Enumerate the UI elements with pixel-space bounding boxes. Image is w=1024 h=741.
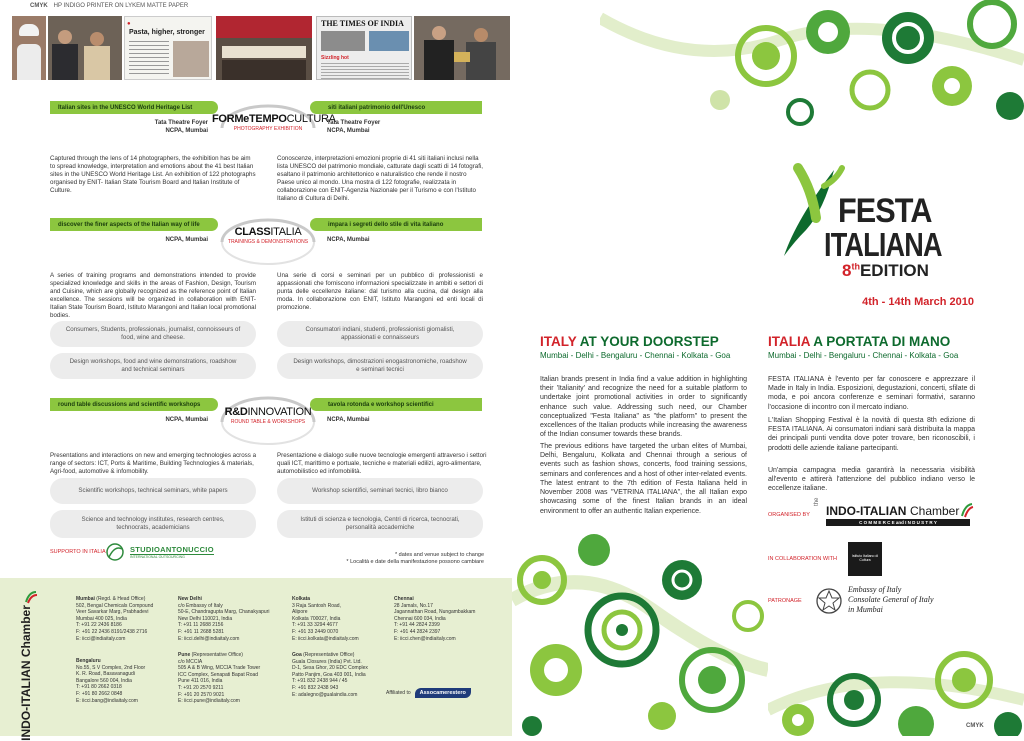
office-sub: (Representative Office) <box>303 652 355 658</box>
istituto-cultura-logo <box>848 542 882 576</box>
heading-en-highlight: ITALY <box>540 334 577 349</box>
office-title: Bengaluru <box>76 658 101 664</box>
office-line: D-1, Sesa Ghor, 20 EDC Complex <box>292 665 368 672</box>
office-line: Patto Panjim, Goa 403 001, India <box>292 671 366 678</box>
footer-brand: INDO-ITALIAN Chamber <box>19 605 33 741</box>
office-bengaluru <box>76 658 172 704</box>
section1-venue-it <box>327 119 407 135</box>
section2-venue-it: NCPA, Mumbai <box>327 237 370 243</box>
chamber-logo <box>814 497 974 528</box>
section2-pill-en-2: Design workshops, food and wine demonstrations, roadshow and technical seminars <box>50 353 256 379</box>
note-it: * Località e date della manifestazione possono cambiare <box>346 559 484 566</box>
office-title: Chennai <box>394 596 414 602</box>
office-title: New Delhi <box>178 596 202 602</box>
office-title: Goa <box>292 652 302 658</box>
office-line: Chennai 600 034, India <box>394 615 446 622</box>
chamber-word: Chamber <box>910 504 960 518</box>
cities-it: Mumbai - Delhi - Bengaluru - Chennai - Kolkata - Goa <box>768 351 959 360</box>
office-line: 505 A & B Wing, MCCIA Trade Tower <box>178 665 261 672</box>
section2-body-it: Una serie di corsi e seminari per un pubblico di professionisti e appassionati che forniscono informazioni specializzate in ambiti e settori di punta delle eccellenze italiane: dal turismo alla cucina, dal design alla moda. In collaborazione con ENIT, Istituto Marangoni ed enti locali di promozione. <box>277 272 483 312</box>
office-line: Jagannathan Road, Nungambakkam <box>394 609 476 616</box>
office-new-delhi <box>178 596 282 642</box>
body-it-1: FESTA ITALIANA è l'evento per far conoscere e apprezzare il Made in Italy in India. Esposizioni, degustazioni, concerti, sfilate di moda, e poi ancora conferenze e seminari formativi, saranno l'occasione di incontro con il mercato indiano. <box>768 376 975 411</box>
hub-title-light: CULTURA <box>286 113 336 125</box>
photo-ceremony <box>48 16 122 80</box>
cmyk-mark: CMYK <box>30 3 48 9</box>
office-mumbai <box>76 596 172 642</box>
office-line: F: +91 832 2438 943 <box>292 684 339 691</box>
office-line: T: +91 832 2438 944 / 45 <box>292 678 348 685</box>
office-line: E: iicci.kolkata@indiaitaly.com <box>292 635 359 642</box>
office-line: Alipore <box>292 609 308 616</box>
section3-pill-en-1: Scientific workshops, technical seminars, white papers <box>50 478 256 504</box>
chamber-sub: C O M M E R C E and I N D U S T R Y <box>826 519 970 526</box>
assocamerestero-logo: Assocamerestero <box>415 688 471 698</box>
office-line: F: +91 11 2688 5281 <box>178 628 224 635</box>
italiana-title: ITALIANA <box>824 226 942 263</box>
hub-title-bold: CLASS <box>234 226 271 238</box>
office-line: Mumbai 400 025, India <box>76 615 127 622</box>
footer-chamber-logo <box>8 586 48 741</box>
italian-emblem-icon <box>814 586 844 616</box>
office-kolkata <box>292 596 388 642</box>
news-clipping: ● Pasta, higher, stronger <box>124 16 212 80</box>
office-line: E: iicci.chen@indiaitaly.com <box>394 635 456 642</box>
office-line: E: iicci.pune@indiaitaly.com <box>178 698 240 705</box>
venue-line: NCPA, Mumbai <box>327 128 370 135</box>
decorative-circles-bottom-right <box>768 640 1024 736</box>
office-line: E: iicci.delhi@indiaitaly.com <box>178 635 240 642</box>
office-line: 28 Jamals, No.17 <box>394 602 433 609</box>
venue-line: Tata Theatre Foyer <box>154 120 208 126</box>
patronage-label: PATRONAGE <box>768 598 802 604</box>
organised-by-label: ORGANISED BY <box>768 512 810 518</box>
office-title: Pune <box>178 652 191 658</box>
office-title: Kolkata <box>292 596 311 602</box>
edition-label <box>842 262 929 279</box>
office-title: Mumbai <box>76 596 95 602</box>
footer-addresses <box>0 578 512 741</box>
newspaper-masthead: THE TIMES OF INDIA <box>321 19 404 28</box>
section1-body-en: Captured through the lens of 14 photographers, the exhibition has be aim to spread knowledge, interpretation and emotions about the 41 best Italian sites in the UNESCO World Heritage List. An exhibition of 122 photographs organised by ENIT- Italian State Tourism Board and Italian Institute of Culture. <box>50 155 256 195</box>
section2-pill-it-2: Design workshops, dimostrazioni enogastronomiche, roadshow e seminari tecnici <box>277 353 483 379</box>
section1-bar-en: Italian sites in the UNESCO World Heritage List <box>50 101 218 114</box>
festa-title: FESTA <box>838 192 932 230</box>
heading-it <box>768 334 950 349</box>
office-line: F: +91 80 2662 0848 <box>76 690 123 697</box>
edition-number: 8 <box>842 261 852 280</box>
office-line: T: +91 33 3294 4677 <box>292 622 338 629</box>
heading-it-rest: A PORTATA DI MANO <box>810 334 951 349</box>
affiliation <box>386 688 471 698</box>
section1-bar-it: siti italiani patrimonio dell'Unesco <box>310 101 482 114</box>
body-it-2: L'Italian Shopping Festival è la novità di questa 8th edizione di FESTA ITALIANA. Ai consumatori indiani sarà distribuita la mappa dei principali punti vendita dove poter trovare, ben riconoscibili, i prodotti delle aziende italiane partecipanti. <box>768 417 975 452</box>
office-line: Kolkata 700027, India <box>292 615 341 622</box>
hub-subtitle: TRAININGS & DEMONSTRATIONS <box>227 239 309 245</box>
section3-pill-it-2: Istituti di scienza e tecnologia, Centri di ricerca, tecnocrati, personalità accademiche <box>277 510 483 538</box>
italian-flag-swoosh-icon <box>960 502 974 518</box>
hub-subtitle: ROUND TABLE & WORKSHOPS <box>230 419 306 425</box>
section3-pill-en-2: Science and technology institutes, research centres, technocrats, academicians <box>50 510 256 538</box>
section2-pill-it-1: Consumatori indiani, studenti, professionisti giornalisti, appassionati e connaisseurs <box>277 321 483 347</box>
patronage-text <box>848 585 934 615</box>
section1-hub <box>212 100 336 156</box>
office-line: No.55, S V Complex, 2nd Floor <box>76 664 146 671</box>
office-sub: (Representative Office) <box>191 652 243 658</box>
office-line: New Delhi 110021, India <box>178 615 233 622</box>
section1-body-it: Conoscenze, interpretazioni emozioni proprie di 41 siti italiani inclusi nella lista UNESCO del patrimonio mondiale, catturate dagli scatti di 14 fotografi, esaltano il patrimonio architettonico e naturalistico che rende il nostro Paese unico al mondo. Una mostra di 122 fotografie, realizzata in collaborazione con ENIT-Agenzia Nazionale per il Turismo e con l'Istituto Italiano di Cultura di Delhi. <box>277 155 484 203</box>
patronage-line: Embassy of Italy <box>848 585 902 594</box>
patronage-line: in Mumbai <box>848 605 883 614</box>
office-line: c/o Embassy of Italy <box>178 602 223 609</box>
body-en-1: Italian brands present in India find a value addition in highlighting their 'Italianity' and recognize the need for a suitable platform to undertake joint promotional activities in order to significantly enhance such value. Addressing such need, our Chamber conceptualized "Festa Italiana" as "the platform" to present the excellences of the Italian products while increasing the awareness of the Indian consumer towards these brands. <box>540 376 747 439</box>
office-line: 502, Bengal Chemicals Compound <box>76 602 154 609</box>
office-line: T: +91 44 2824 2399 <box>394 622 440 629</box>
section2-hub <box>212 212 324 268</box>
office-line: Guala Closures (India) Pvt. Ltd. <box>292 658 362 665</box>
section2-venue-en: NCPA, Mumbai <box>165 237 208 243</box>
office-line: E: adalegno@gualaindia.com <box>292 691 358 698</box>
studio-logo-name: STUDIOANTONUCCIO <box>130 545 214 554</box>
office-line: Veer Savarkar Marg, Prabhadevi <box>76 609 149 616</box>
office-line: E: iicci@indiaitaly.com <box>76 635 126 642</box>
section3-body-it: Presentazione e dialogo sulle nuove tecnologie emergenti attraverso i settori quali ICT, marittimo e portuale, tecniche e materiali edilizi, agro-alimentare, automobilistico ed infomobilità. <box>277 452 487 476</box>
studio-logo-sub: INTERNATIONAL OUTSOURCING <box>130 555 185 559</box>
office-pune <box>178 652 282 705</box>
hub-title-light: INNOVATION <box>247 406 312 418</box>
heading-en <box>540 334 719 349</box>
edition-suffix: th <box>851 261 860 272</box>
cities-en: Mumbai - Delhi - Bengaluru - Chennai - Kolkata - Goa <box>540 351 731 360</box>
hub-title-bold: FORMeTEMPO <box>212 113 287 125</box>
studio-antonuccio-logo <box>106 543 214 561</box>
office-line: F: +91 44 2824 2397 <box>394 628 441 635</box>
office-line: T: +91 80 2662 0318 <box>76 684 122 691</box>
section3-pill-it-1: Workshop scientifici, seminari tecnici, libro bianco <box>277 478 483 504</box>
body-en-2: The previous editions have targeted the urban elites of Mumbai, Delhi, Bengaluru, Kolkata and Chennai through a serious of events such as fashion shows, concerts, food training sessions, seminars and conferences and a host of other inter-related events. The latest entrant to the 7th edition of Festa Italiana held in November 2008 was "VETRINA ITALIANA", the all Italian expo showcasing some of the finest Italian brands in an ideal environment to offer an authentic Italian experience. <box>540 443 747 515</box>
italian-flag-swoosh-icon <box>24 590 38 604</box>
decorative-circles-bottom <box>512 520 768 736</box>
photo-award <box>414 16 510 80</box>
event-dates: 4th - 14th March 2010 <box>862 296 974 308</box>
office-line: T: +91 11 2688 2156 <box>178 622 224 629</box>
office-line: F: +91 20 2570 9021 <box>178 691 225 698</box>
office-line: E: iicci.bang@indiaitaly.com <box>76 697 138 704</box>
print-mark-bottom <box>966 723 984 729</box>
collab-label: IN COLLABORATION WITH <box>768 556 837 562</box>
affiliated-label: Affiliated to <box>386 690 411 696</box>
patronage-line: Consolate General of Italy <box>848 595 934 604</box>
office-line: 50-E, Chandragupta Marg, Chanakyapuri <box>178 609 270 616</box>
office-line: F: +91 22 2436 8191/2438 2716 <box>76 628 148 635</box>
office-line: Bangalore 560 004, India <box>76 677 132 684</box>
printer-note: HP INDIGO PRINTER ON LYKEM MATTE PAPER <box>53 3 189 9</box>
section1-venue-en <box>148 119 208 135</box>
chamber-the: the <box>814 497 820 506</box>
notes <box>330 552 484 566</box>
hub-title-light: ITALIA <box>270 226 302 238</box>
photo-chef <box>12 16 46 80</box>
office-line: ICC Complex, Senapati Bapat Road <box>178 671 259 678</box>
venue-line: NCPA, Mumbai <box>165 128 208 135</box>
clipping-headline: Pasta, higher, stronger <box>129 29 205 36</box>
heading-it-highlight: ITALIA <box>768 334 810 349</box>
note-en: * dates and venue subject to change <box>395 552 484 558</box>
venue-line: Tata Theatre Foyer <box>327 120 381 126</box>
section3-body-en: Presentations and interactions on new and emerging technologies across a range of sectors: ICT, Ports & Maritime, Building Technologies & materials, Agri-food, automotive & infomobility. <box>50 452 257 476</box>
cmyk-mark: CMYK <box>966 723 984 729</box>
office-line: 3 Raja Santosh Road, <box>292 602 341 609</box>
office-line: c/o MCCIA <box>178 658 203 665</box>
newspaper-clipping <box>316 16 412 80</box>
heading-en-rest: AT YOUR DOORSTEP <box>576 334 719 349</box>
istituto-cultura-name: Istituto Italiano di Cultura <box>851 554 879 562</box>
office-line: K. R. Road, Basavanagudi <box>76 671 135 678</box>
office-chennai <box>394 596 504 642</box>
support-label: SUPPORTO IN ITALIA <box>50 549 106 555</box>
office-line: F: +91 33 2449 0070 <box>292 628 339 635</box>
newspaper-headline: Sizzling hot <box>321 55 349 61</box>
studio-logo-icon <box>106 543 126 561</box>
section2-body-en: A series of training programs and demonstrations intended to provide specialized knowledge and skills in the areas of Fashion, Design, Tourism and Cuisine, which are globally recognized as the reference point of Italian excellence. The sessions will be organized in collaboration with ENIT- Italian State Tourism Board, Istituto Marangoni and Italian local promotional bodies. <box>50 272 256 320</box>
office-goa <box>292 652 392 698</box>
print-mark <box>30 3 188 9</box>
edition-word: EDITION <box>859 261 929 280</box>
section3-hub <box>212 390 324 446</box>
decorative-circles-top <box>600 0 1024 132</box>
section3-venue-en: NCPA, Mumbai <box>165 417 208 423</box>
office-sub: (Regd. & Head Office) <box>96 596 146 602</box>
section3-bar-it: tavola rotonda e workshop scientifici <box>310 398 482 411</box>
section3-bar-en: round table discussions and scientific workshops <box>50 398 218 411</box>
section2-bar-it: impara i segreti dello stile di vita italiano <box>310 218 482 231</box>
body-it-3: Un'ampia campagna media garantirà la necessaria visibilità all'evento e attirerà l'attenzione del pubblico indiano verso le eccellenze italiane. <box>768 467 975 493</box>
office-line: T: +91 22 2436 8186 <box>76 622 122 629</box>
chamber-name: INDO-ITALIAN <box>826 504 907 518</box>
hub-subtitle: PHOTOGRAPHY EXHIBITION <box>233 126 303 132</box>
office-line: Pune 411 016, India <box>178 678 223 685</box>
hub-title-bold: R&D <box>224 406 248 418</box>
section2-pill-en-1: Consumers, Students, professionals, journalist, connoisseurs of food, wine and cheese. <box>50 321 256 347</box>
section2-bar-en: discover the finer aspects of the Italian way of life <box>50 218 218 231</box>
office-line: T: +91 20 2570 9211 <box>178 684 224 691</box>
photo-stage <box>216 16 312 80</box>
section3-venue-it: NCPA, Mumbai <box>327 417 370 423</box>
